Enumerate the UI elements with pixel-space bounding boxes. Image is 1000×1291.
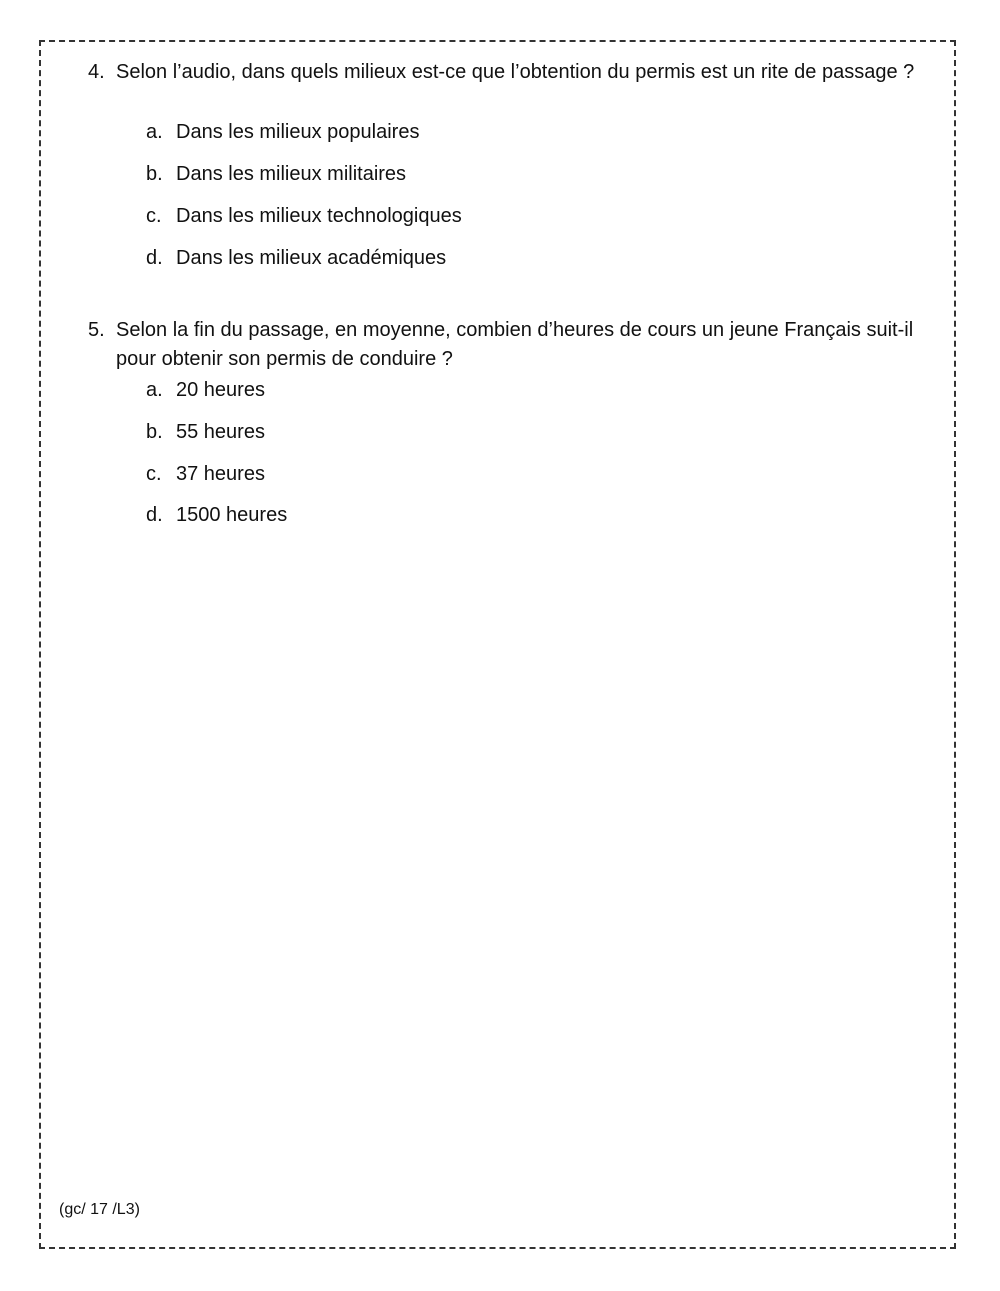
option-letter: b. [146,163,163,185]
option-text: Dans les milieux technologiques [176,205,462,227]
option-letter: d. [146,504,163,526]
option-letter: a. [146,379,163,401]
option-text: Dans les milieux militaires [176,163,407,185]
question-5 [88,316,938,374]
option-text: 1500 heures [176,504,288,526]
question-text: Selon l’audio, dans quels milieux est-ce que l’obtention du permis est un rite de passage ? [116,61,915,83]
option-4d[interactable] [146,244,446,273]
option-5d[interactable] [146,501,287,530]
question-number: 4. [88,61,105,83]
option-letter: c. [146,463,162,485]
option-text: Dans les milieux populaires [176,121,420,143]
question-4 [88,58,938,87]
question-number: 5. [88,319,105,341]
option-letter: c. [146,205,162,227]
option-letter: d. [146,247,163,269]
footer-code: (gc/ 17 /L3) [59,1201,140,1218]
question-text: Selon la fin du passage, en moyenne, combien d’heures de cours un jeune Français suit-il pour obtenir son permis de conduire ? [116,319,914,370]
option-letter: b. [146,421,163,443]
option-text: 20 heures [176,379,265,401]
option-text: Dans les milieux académiques [176,247,447,269]
option-text: 37 heures [176,463,265,485]
option-4a[interactable] [146,118,419,147]
option-5a[interactable] [146,376,265,405]
option-5b[interactable] [146,418,265,447]
option-4c[interactable] [146,202,462,231]
option-5c[interactable] [146,460,265,489]
option-4b[interactable] [146,160,406,189]
option-text: 55 heures [176,421,265,443]
option-letter: a. [146,121,163,143]
